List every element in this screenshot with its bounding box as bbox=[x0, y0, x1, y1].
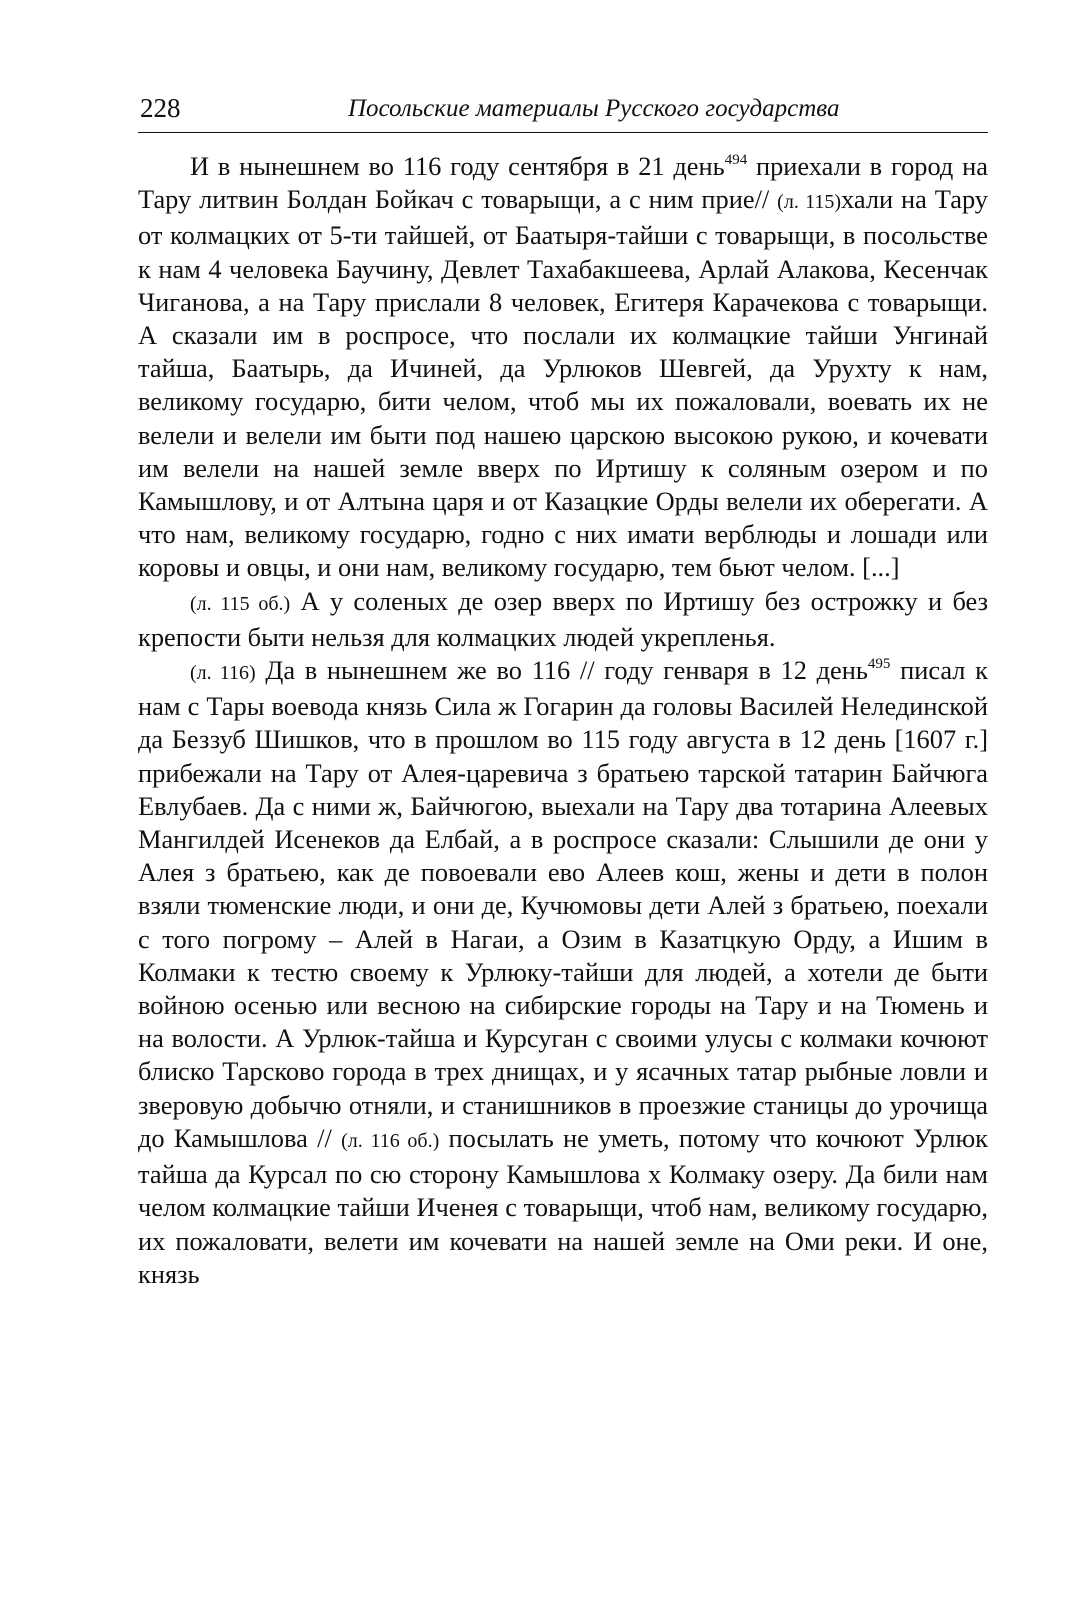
folio-ref: (л. 116) bbox=[190, 662, 256, 685]
folio-ref: (л. 115) bbox=[777, 191, 842, 214]
folio-ref: (л. 115 об.) bbox=[190, 592, 291, 615]
paragraph-1 bbox=[138, 150, 988, 585]
running-head bbox=[138, 88, 988, 133]
paragraph-3 bbox=[138, 654, 988, 1291]
body-text bbox=[138, 150, 988, 1291]
running-title: Посольские материалы Русского государства bbox=[348, 95, 840, 122]
text-segment: хали на Тару от колмацких от 5-ти тайшей, от Баатыря-тайши с товарыщи, в посольстве к нам 4 человека Баучину, Девлет Тахабакшеева, Арлай Алакова, Кесенчак Чиганова, а на Тару прислали 8 человек, Егитеря Карачекова с товарыщи. А сказали им в роспросе, что послали их колмацкие тайши Унгинай тайша, Баатырь, да Ичиней, да Урлюков Шевгей, да Урухту к нам, великому государю, бити челом, чтоб мы их пожаловали, воевать их не велели и велели им быти под нашею царскою высокою рукою, и кочевати им велели на нашей земле вверх по Иртишу к соляным озером и по Камышлову, и от Алтына царя и от Казацкие Орды велели их оберегати. А что нам, великому государю, годно с них имати верблюды и лошади или коровы и овцы, и они нам, великому государю, тем бьют челом. [...] bbox=[138, 184, 989, 583]
text-segment: А у соленых де озер вверх по Иртишу без острожку и без крепости быти нельзя для колмацких людей укрепленья. bbox=[138, 585, 988, 652]
text-segment: приехали в город на Тару литвин Болдан Бойкач с товарыщи, а с ним прие// bbox=[138, 151, 988, 215]
folio-ref: (л. 116 об.) bbox=[341, 1129, 440, 1152]
footnote-ref-495: 495 bbox=[867, 655, 891, 672]
text-segment: И в нынешнем во 116 году сентября в 21 день bbox=[190, 151, 725, 181]
page-number: 228 bbox=[140, 93, 181, 123]
footnote-ref-494: 494 bbox=[724, 151, 748, 168]
paragraph-2 bbox=[138, 585, 988, 654]
text-segment: писал к нам с Тары воевода князь Сила ж Гогарин да головы Василей Нелединской да Беззуб Шишков, что в прошлом во 115 году августа в 12 день [1607 г.] прибежали на Тару от Алея-царевича з братьею тарской татарин Байчюга Евлубаев. Да с ними ж, Байчюгою, выехали на Тару два тотарина Алеевых Мангилдей Исенеков да Елбай, а в роспросе сказали: Слышили де они у Алея з братьею, как де повоевали ево Алеев кош, жены и дети в полон взяли тюменские люди, и они де, Кучюмовы дети Алей з братьею, поехали с того погрому – Алей в Нагаи, а Озим в Казатцкую Орду, а Ишим в Колмаки к тестю своему к Урлюку-тайши для людей, а хотели де быти войною осенью или весною на сибирские городы на Тару и на Тюмень и на волости. А Урлюк-тайша и Курсуган с своими улусы с колмаки кочюют блиско Тарсково города в трех днищах, и у ясачных татар рыбные ловли и зверовую добычю отняли, и станишников в проезжие станицы до урочища до Камышлова // bbox=[138, 655, 988, 1153]
document-page bbox=[138, 88, 988, 1291]
text-segment: посылать не уметь, потому что кочюют Урлюк тайша да Курсал по сю сторону Камышлова х Колмаку озеру. Да били нам челом колмацкие тайши Иченея с товарыщи, чтоб нам, великому государю, их пожаловати, велети им кочевати на нашей земле на Оми реки. И оне, князь bbox=[138, 1122, 988, 1289]
text-segment: Да в нынешнем же во 116 // году генваря в 12 день bbox=[255, 655, 868, 686]
